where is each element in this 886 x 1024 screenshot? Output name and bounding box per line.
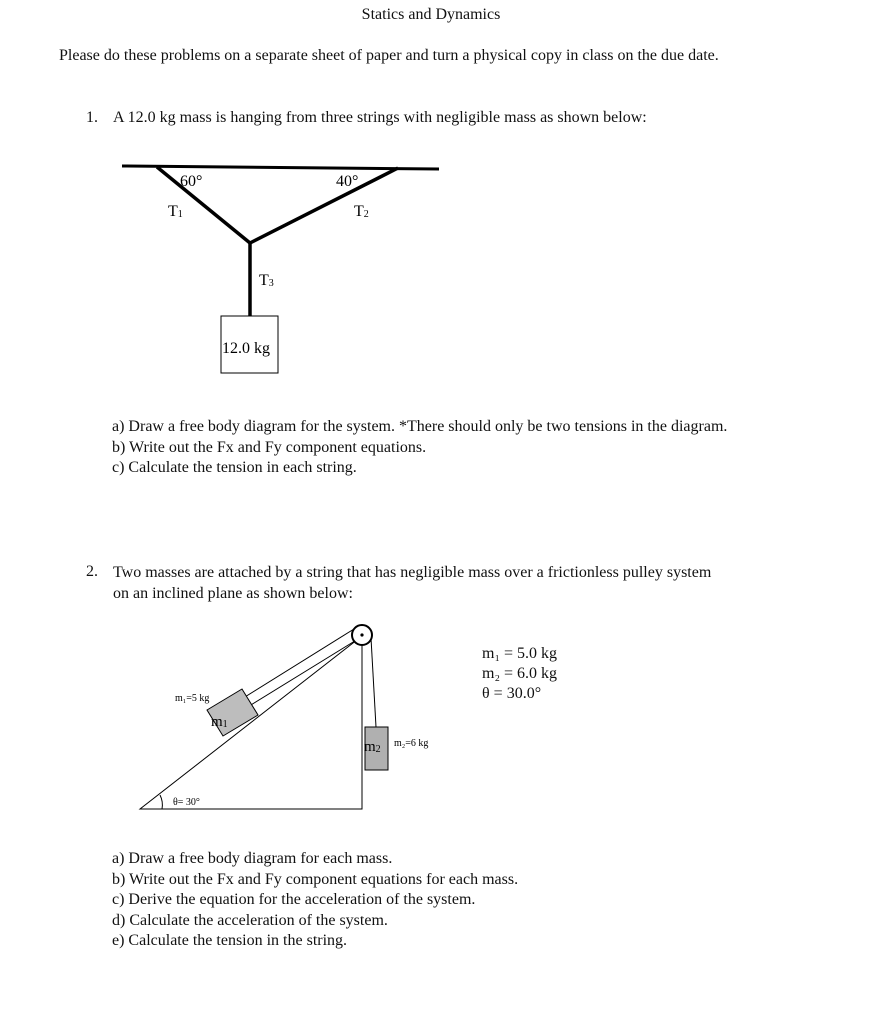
problem2-task-b: b) Write out the Fx and Fy component equations for each mass. bbox=[112, 870, 519, 888]
block-m2-label: m2 bbox=[364, 739, 381, 755]
given-values bbox=[482, 644, 557, 704]
m2-small-label: m₂=6 kg bbox=[394, 738, 429, 749]
problem2-number: 2. bbox=[86, 563, 98, 580]
string-incline-bottom bbox=[246, 639, 358, 708]
problem1-task-a: a) Draw a free body diagram for the system. *There should only be two tensions in the diagram. bbox=[112, 418, 728, 435]
problem2-task-e: e) Calculate the tension in the string. bbox=[112, 932, 348, 949]
problem1-number: 1. bbox=[86, 109, 98, 126]
page-title: Statics and Dynamics bbox=[361, 6, 501, 23]
problem2-statement-line2: on an inclined plane as shown below: bbox=[113, 584, 353, 602]
problem1-task-b: b) Write out the Fx and Fy component equations. bbox=[112, 438, 427, 456]
incline-plane bbox=[140, 636, 362, 809]
string-t2 bbox=[250, 168, 398, 243]
given-m2: m₂ = 6.0 kg bbox=[482, 665, 558, 682]
string-incline-top bbox=[240, 629, 354, 700]
problem2-task-c: c) Derive the equation for the acceleration of the system. bbox=[112, 891, 476, 908]
pulley-axle bbox=[360, 633, 363, 636]
block-m1-label: m1 bbox=[211, 714, 228, 730]
string-hanging bbox=[371, 638, 376, 727]
problem1-tasks bbox=[112, 417, 727, 479]
hanging-mass-figure bbox=[0, 0, 886, 400]
ceiling-line bbox=[122, 166, 439, 169]
m1-small-label: m₁=5 kg bbox=[175, 693, 210, 704]
angle-label: θ= 30° bbox=[173, 797, 200, 808]
problem1-statement: A 12.0 kg mass is hanging from three strings with negligible mass as shown below: bbox=[113, 109, 647, 126]
given-m1: m₁ = 5.0 kg bbox=[482, 645, 558, 662]
problem2-task-d: d) Calculate the acceleration of the system. bbox=[112, 911, 388, 929]
mass-label: 12.0 kg bbox=[222, 340, 270, 357]
problem2-tasks bbox=[112, 849, 518, 952]
problem2-statement-line1: Two masses are attached by a string that has negligible mass over a frictionless pulley system bbox=[113, 564, 712, 581]
t2-label: T2 bbox=[354, 203, 369, 220]
angle-left-label: 60° bbox=[180, 173, 203, 190]
instructions: Please do these problems on a separate sheet of paper and turn a physical copy in class on the due date. bbox=[59, 47, 719, 64]
angle-right-label: 40° bbox=[336, 173, 359, 190]
t1-label: T1 bbox=[168, 203, 183, 220]
problem2-statement bbox=[113, 563, 711, 604]
incline-pulley-figure bbox=[0, 600, 886, 840]
problem2-task-a: a) Draw a free body diagram for each mass. bbox=[112, 850, 393, 867]
t3-label: T3 bbox=[259, 272, 274, 289]
angle-arc bbox=[160, 795, 162, 809]
problem1-task-c: c) Calculate the tension in each string. bbox=[112, 459, 357, 476]
given-theta: θ = 30.0° bbox=[482, 685, 542, 702]
